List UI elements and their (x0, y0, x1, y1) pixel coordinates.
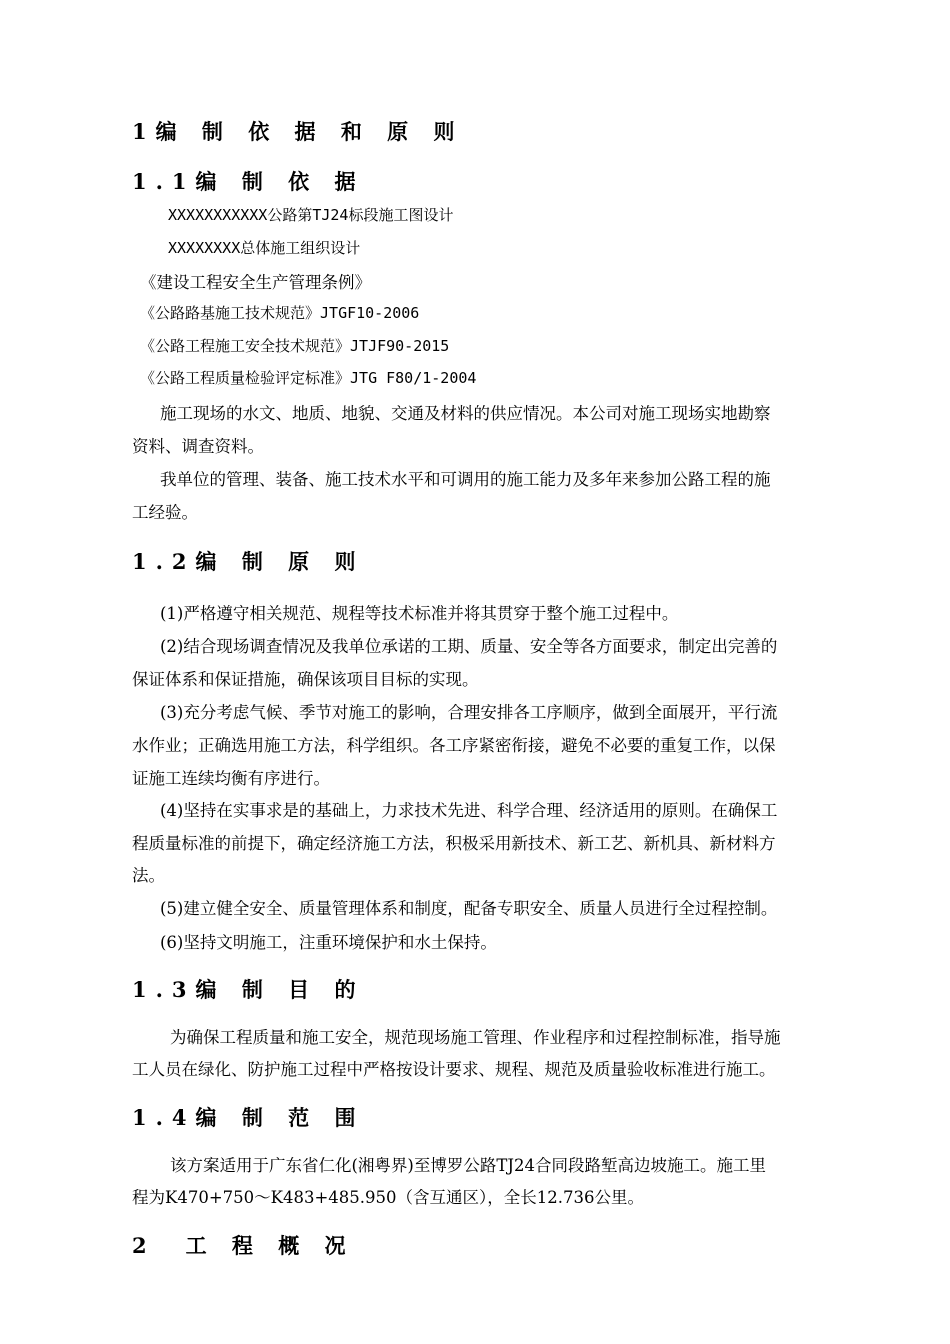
principle-5: (5)建立健全安全、质量管理体系和制度，配备专职安全、质量人员进行全过程控制。 (160, 899, 778, 918)
principle-6: (6)坚持文明施工，注重环境保护和水土保持。 (160, 933, 497, 952)
basis-para-2-line-2: 工经验。 (132, 503, 198, 522)
basis-item-6: 《公路工程质量检验评定标准》JTG F80/1-2004 (140, 369, 477, 387)
principle-3-line-2: 水作业；正确选用施工方法，科学组织。各工序紧密衔接，避免不必要的重复工作，以保 (132, 736, 776, 755)
principle-1: (1)严格遵守相关规范、规程等技术标准并将其贯穿于整个施工过程中。 (160, 604, 679, 623)
principle-4-line-1: (4)坚持在实事求是的基础上，力求技术先进、科学合理、经济适用的原则。在确保工 (160, 801, 778, 820)
heading-section-1-4: 1.4编 制 范 围 (132, 1105, 365, 1130)
heading-section-1-1: 1.1编 制 依 据 (132, 169, 365, 194)
heading-section-1-2: 1.2编 制 原 则 (132, 549, 365, 574)
principle-2-line-2: 保证体系和保证措施，确保该项目目标的实现。 (132, 670, 479, 689)
purpose-line-2: 工人员在绿化、防护施工过程中严格按设计要求、规程、规范及质量验收标准进行施工。 (132, 1060, 776, 1079)
purpose-line-1: 为确保工程质量和施工安全，规范现场施工管理、作业程序和过程控制标准，指导施 (170, 1028, 781, 1047)
principle-3-line-1: (3)充分考虑气候、季节对施工的影响，合理安排各工序顺序，做到全面展开，平行流 (160, 703, 778, 722)
scope-line-1: 该方案适用于广东省仁化(湘粤界)至博罗公路TJ24合同段路堑高边坡施工。施工里 (170, 1156, 766, 1175)
basis-item-1: XXXXXXXXXXX公路第TJ24标段施工图设计 (168, 206, 454, 224)
principle-2-line-1: (2)结合现场调查情况及我单位承诺的工期、质量、安全等各方面要求，制定出完善的 (160, 637, 778, 656)
heading-section-2: 2 工 程 概 况 (132, 1233, 355, 1258)
basis-item-5: 《公路工程施工安全技术规范》JTJF90-2015 (140, 337, 450, 355)
basis-item-2: XXXXXXXX总体施工组织设计 (168, 239, 361, 257)
heading-section-1-3: 1.3编 制 目 的 (132, 977, 365, 1002)
principle-3-line-3: 证施工连续均衡有序进行。 (132, 769, 330, 788)
basis-para-1-line-2: 资料、调查资料。 (132, 437, 264, 456)
heading-section-1: 1编 制 依 据 和 原 则 (132, 119, 464, 144)
scope-line-2: 程为K470+750～K483+485.950（含互通区），全长12.736公里。 (132, 1188, 644, 1207)
principle-4-line-2: 程质量标准的前提下，确定经济施工方法，积极采用新技术、新工艺、新机具、新材料方 (132, 834, 776, 853)
basis-para-1-line-1: 施工现场的水文、地质、地貌、交通及材料的供应情况。本公司对施工现场实地勘察 (160, 404, 771, 423)
basis-para-2-line-1: 我单位的管理、装备、施工技术水平和可调用的施工能力及多年来参加公路工程的施 (160, 470, 771, 489)
principle-4-line-3: 法。 (132, 866, 165, 885)
basis-item-4: 《公路路基施工技术规范》JTGF10-2006 (140, 304, 420, 322)
basis-item-3: 《建设工程安全生产管理条例》 (140, 273, 371, 292)
